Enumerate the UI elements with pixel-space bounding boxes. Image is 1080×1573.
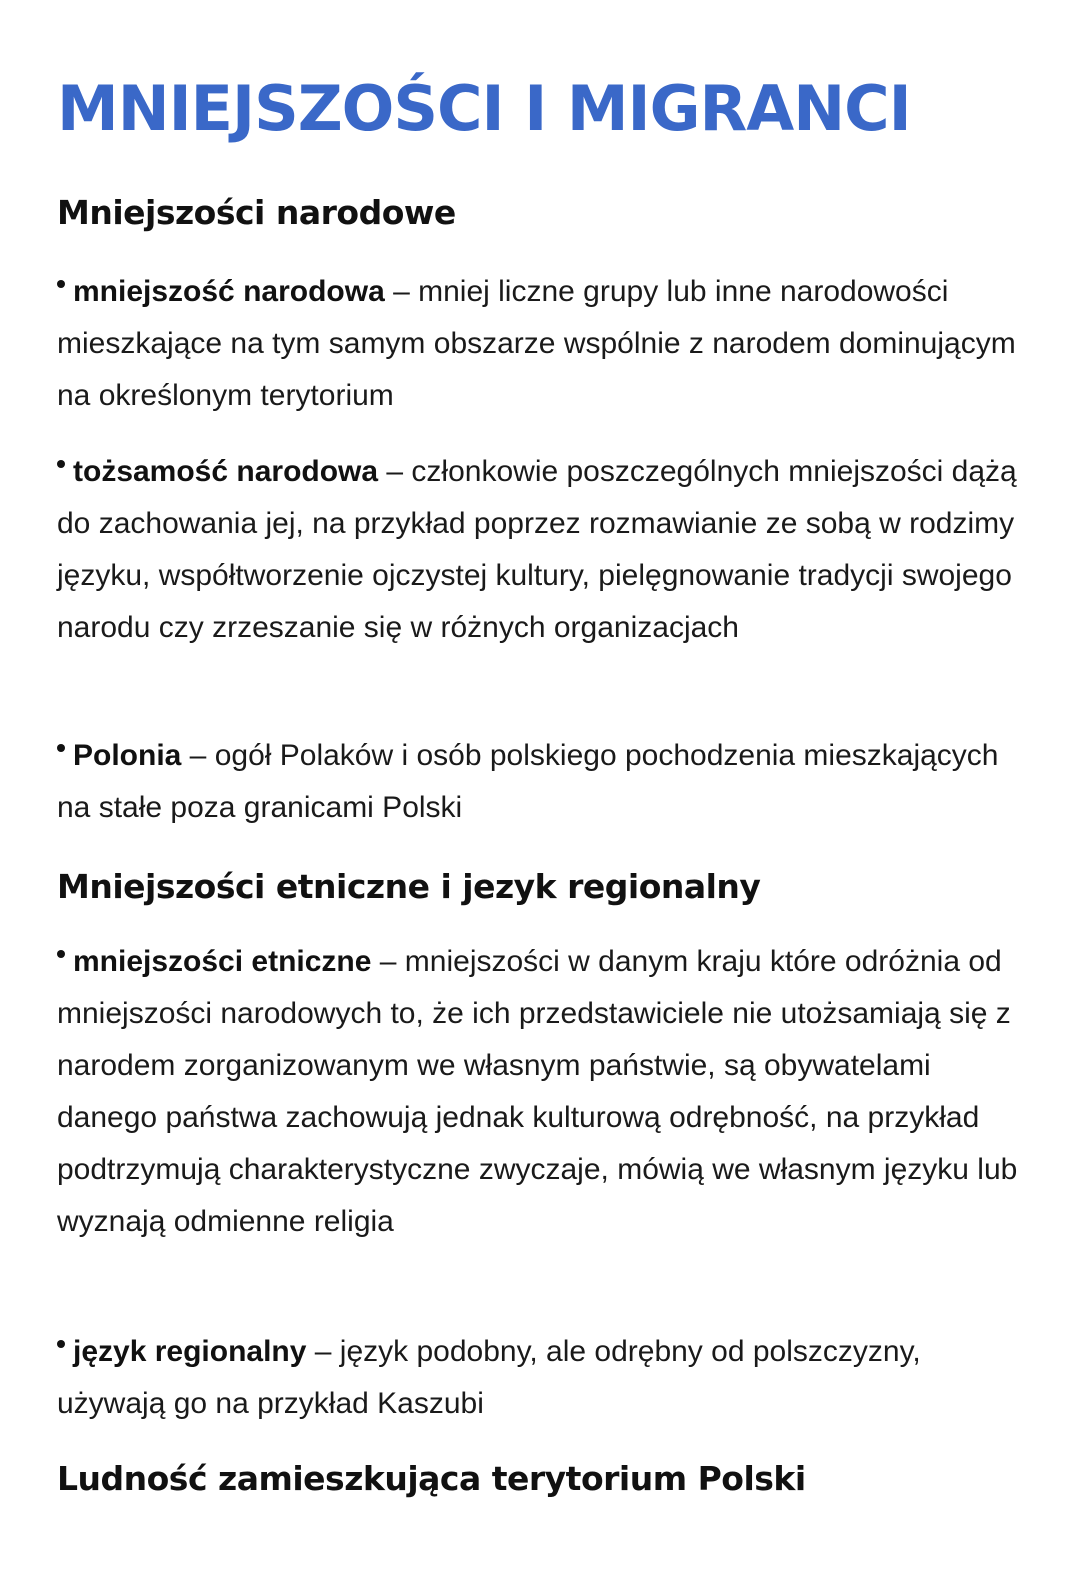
bullet-icon bbox=[57, 950, 65, 958]
definition-term: Polonia bbox=[73, 739, 182, 772]
definition-text: – ogół Polaków i osób polskiego pochodzenia mieszkających na stałe poza granicami Polski bbox=[57, 739, 999, 824]
section-heading-national-minorities: Mniejszości narodowe bbox=[57, 193, 456, 232]
bullet-icon bbox=[57, 1340, 65, 1348]
definition-term: mniejszości etniczne bbox=[73, 945, 372, 978]
definition-term: język regionalny bbox=[73, 1335, 307, 1368]
definition-text: – język podobny, ale odrębny od polszczyzny, używają go na przykład Kaszubi bbox=[57, 1335, 921, 1420]
definition-item bbox=[57, 446, 1032, 654]
bullet-icon bbox=[57, 744, 65, 752]
definition-item bbox=[57, 730, 1032, 834]
definition-text: – członkowie poszczególnych mniejszości dążą do zachowania jej, na przykład poprzez rozmawianie ze sobą w rodzimy języku, współtworzenie ojczystej kultury, pielęgnowanie tradycji swojego narodu czy zrzeszanie się w różnych organizacjach bbox=[57, 455, 1017, 644]
page-title: MNIEJSZOŚCI I MIGRANCI bbox=[57, 72, 911, 145]
definition-text: – mniej liczne grupy lub inne narodowości mieszkające na tym samym obszarze wspólnie z narodem dominującym na określonym terytorium bbox=[57, 275, 1016, 412]
definition-item bbox=[57, 936, 1032, 1248]
bullet-icon bbox=[57, 460, 65, 468]
bullet-icon bbox=[57, 280, 65, 288]
definition-text: – mniejszości w danym kraju które odróżnia od mniejszości narodowych to, że ich przedstawiciele nie utożsamiają się z narodem zorganizowanym we własnym państwie, są obywatelami danego państwa zachowują jednak kulturową odrębność, na przykład podtrzymują charakterystyczne zwyczaje, mówią we własnym języku lub wyznają odmienne religia bbox=[57, 945, 1018, 1238]
section-heading-population: Ludność zamieszkująca terytorium Polski bbox=[57, 1459, 806, 1498]
definition-term: tożsamość narodowa bbox=[73, 455, 379, 488]
section-heading-ethnic-minorities: Mniejszości etniczne i jezyk regionalny bbox=[57, 867, 761, 906]
definition-term: mniejszość narodowa bbox=[73, 275, 385, 308]
definition-item bbox=[57, 1326, 1032, 1430]
definition-item bbox=[57, 266, 1032, 422]
